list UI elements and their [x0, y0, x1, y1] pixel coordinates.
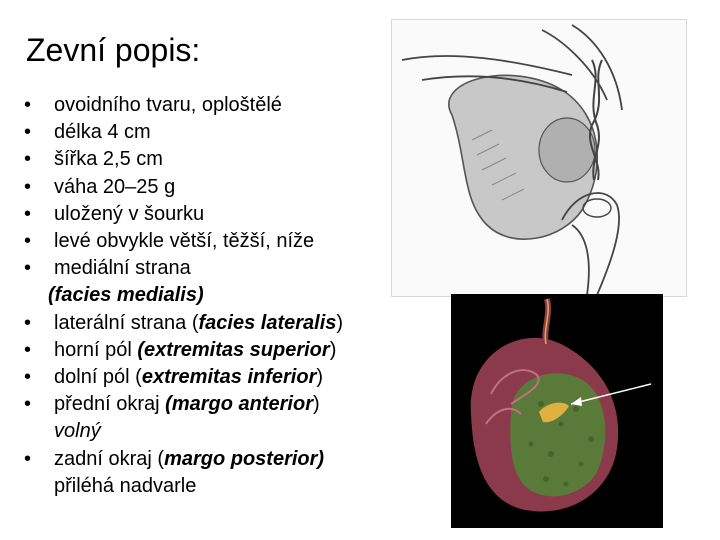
- bullet-upper-pole: • horní pól (extremitas superior): [24, 338, 337, 361]
- palpation-drawing-svg: [392, 20, 686, 296]
- bullet-medial-side-latin: (facies medialis): [48, 284, 204, 307]
- bullet-lateral-side: • laterální strana (facies lateralis): [24, 311, 344, 334]
- page-title: Zevní popis:: [26, 32, 201, 68]
- testis-section-photo: [451, 294, 663, 528]
- testis-section-svg: [451, 294, 663, 528]
- bullet-left-side: • levé obvykle větší, těžší, níže: [24, 230, 315, 253]
- bullet-shape: • ovoidního tvaru, oploštělé: [24, 94, 282, 116]
- bullet-anterior-margin: • přední okraj (margo anterior) volný: [24, 393, 320, 443]
- bullet-list: [24, 92, 424, 500]
- bullet-posterior-margin: • zadní okraj (margo posterior) přiléhá nadvarle: [24, 447, 325, 497]
- bullet-lower-pole: • dolní pól (extremitas inferior): [24, 366, 324, 389]
- bullet-location: • uložený v šourku: [24, 202, 205, 225]
- bullet-width: • šířka 2,5 cm: [24, 148, 163, 171]
- bullet-weight: • váha 20–25 g: [24, 175, 176, 198]
- bullet-length: • délka 4 cm: [24, 121, 151, 144]
- bullet-medial-side: • mediální strana: [24, 257, 191, 280]
- palpation-drawing: [391, 19, 687, 297]
